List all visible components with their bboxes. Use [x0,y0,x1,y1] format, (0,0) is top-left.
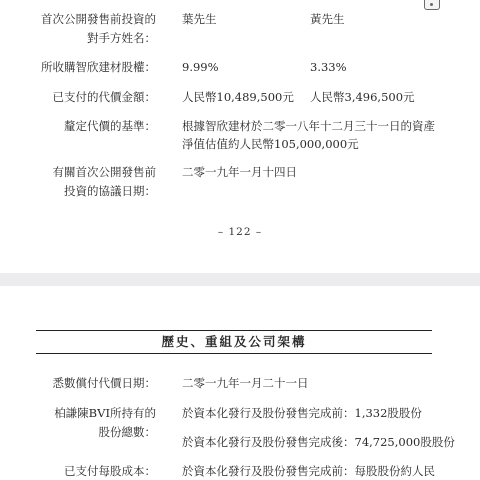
value-equity-ye: 9.99% [182,60,219,74]
label-counterparty-line2: 對手方姓名： [87,31,156,45]
label-agreement-date-line1: 有關首次公開發售前 [52,165,156,179]
value-consideration-ye: 人民幣10,489,500元 [182,90,294,104]
value-shares-before: 於資本化發行及股份發售完成前：1,332股股份 [182,406,422,420]
label-cost-per-share: 已支付每股成本： [64,464,156,478]
label-agreement-date-line2: 投資的協議日期： [64,184,156,198]
label-settlement-date: 悉數償付代價日期： [52,376,156,390]
section-header-title: 歷史、重組及公司架構 [161,334,307,349]
value-agreement-date: 二零一九年一月十四日 [182,165,297,179]
value-consideration-huang: 人民幣3,496,500元 [310,90,415,104]
label-equity-acquired: 所收購智欣建材股權： [41,60,156,74]
value-counterparty-huang: 黃先生 [310,12,345,26]
value-settlement-date: 二零一九年一月二十一日 [182,376,309,390]
label-shares-held-line2: 股份總數： [98,425,156,439]
value-basis-line1: 根據智欣建材於二零一八年十二月三十一日的資產 [182,119,435,133]
value-equity-huang: 3.33% [310,60,347,74]
value-basis-line2: 淨值估值約人民幣105,000,000元 [182,137,359,151]
value-counterparty-ye: 葉先生 [182,12,217,26]
label-consideration-paid: 已支付的代價金額： [52,90,156,104]
page-number: – 122 – [217,226,263,238]
device-icon[interactable] [424,0,440,10]
value-shares-after: 於資本化發行及股份發售完成後：74,725,000股股份 [182,435,455,449]
section-header [36,330,432,354]
label-shares-held-line1: 柏謙陳BVI所持有的 [54,406,156,420]
label-consideration-basis: 釐定代價的基準： [64,119,156,133]
value-cost-per-share-line1: 於資本化發行及股份發售完成前：每股股份約人民 [182,464,435,478]
label-counterparty-line1: 首次公開發售前投資的 [41,12,156,26]
device-icon-dot [430,3,433,6]
